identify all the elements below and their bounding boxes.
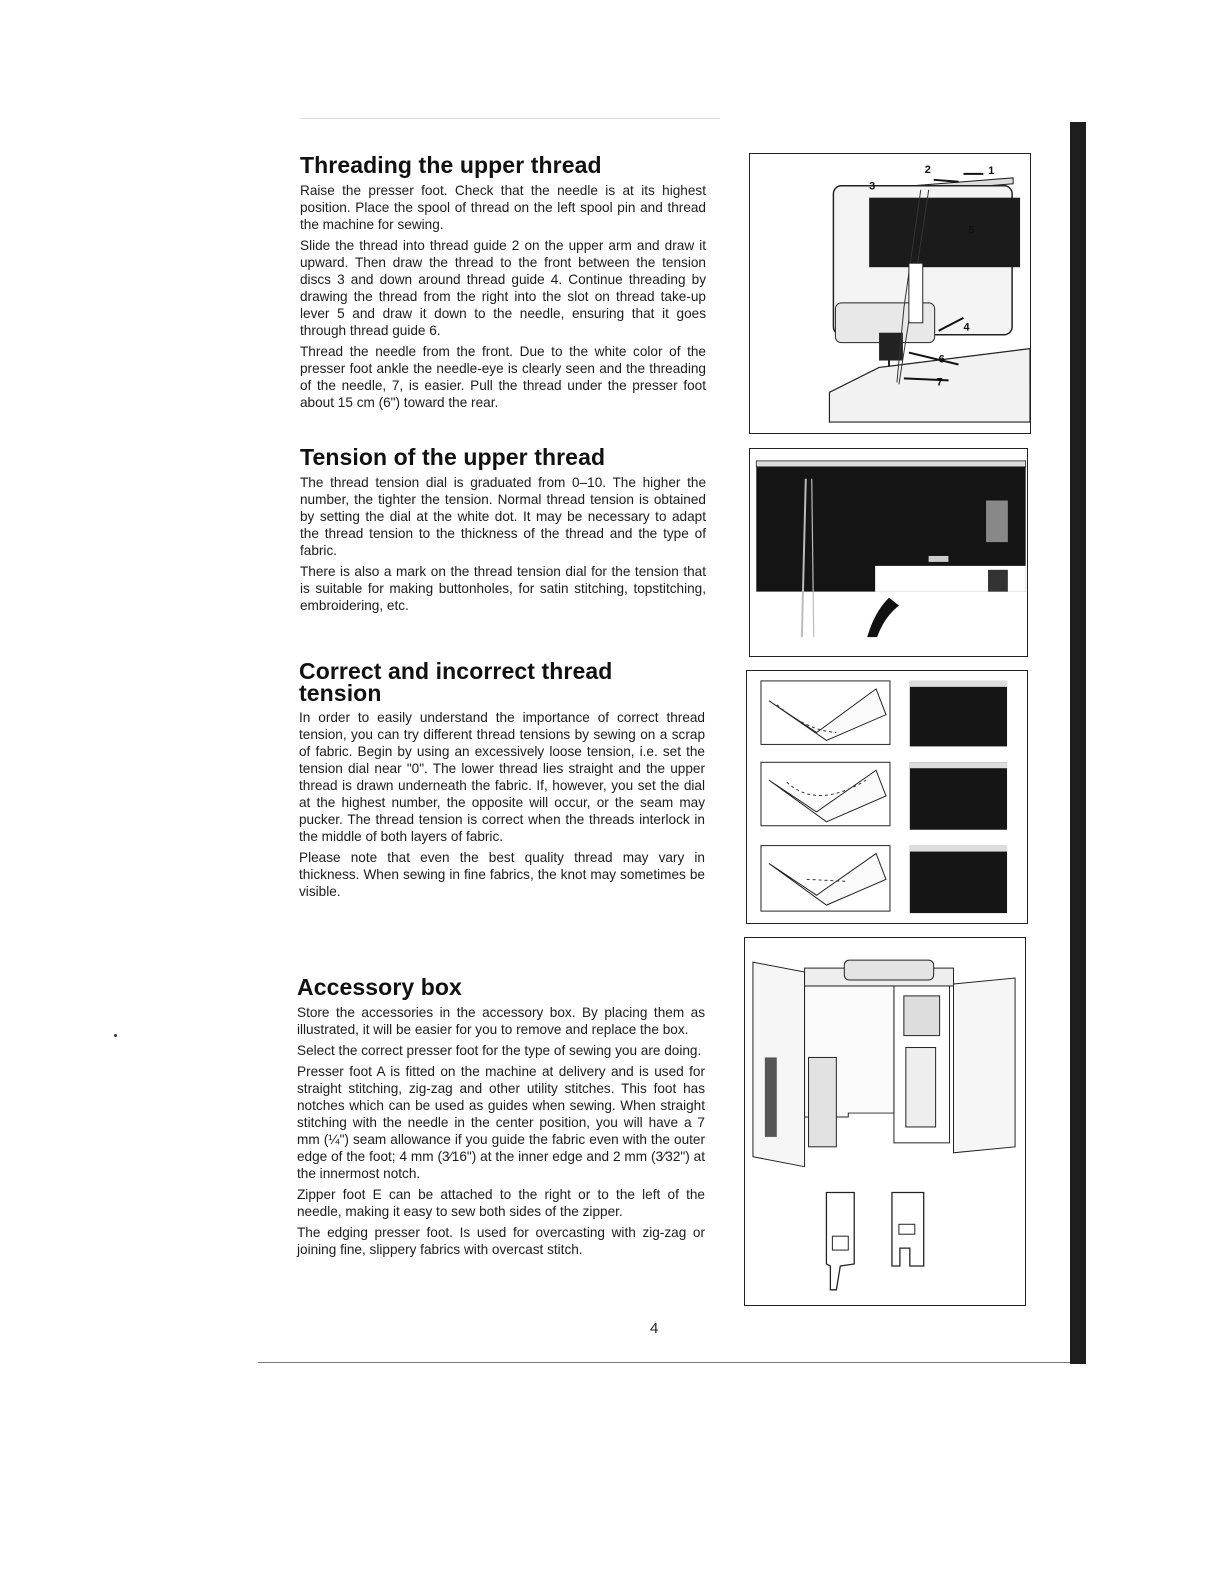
binding-edge — [1070, 122, 1086, 1364]
zipper-foot-e — [892, 1192, 924, 1265]
paragraph: Thread the needle from the front. Due to the white color of the presser foot ankle the needle-eye is clearly seen and the threading of the needle, 7, is easier. Pull the thread under the presser foot about 15 cm (6") toward the rear. — [300, 344, 706, 410]
paragraph: The thread tension dial is graduated from 0–10. The higher the number, the tighter the tension. Normal thread tension is obtained by setting the dial at the white dot. It may be necessary to adapt the thread tension to the thickness of the thread and the type of fabric. — [300, 475, 706, 558]
top-rule — [300, 118, 720, 119]
tension-dial-illustration — [750, 449, 1027, 656]
paragraph: In order to easily understand the importance of correct thread tension, you can try different thread tensions by sewing on a scrap of fabric. Begin by using an excessively loose tension, i.e. set the tension dial near "0". The lower thread lies straight and the upper thread is drawn underneath the fabric. If, however, you set the dial at the highest number, the opposite will occur, or the seam may pucker. The thread tension is correct when the threads interlock in the middle of both layers of fabric. — [299, 710, 705, 844]
correct-tension-sample — [761, 846, 1007, 913]
section-title: Tension of the upper thread — [300, 444, 606, 470]
page-number: 4 — [650, 1320, 659, 1337]
accessory-box-illustration — [745, 938, 1025, 1305]
scan-speck — [114, 1034, 117, 1037]
figure-accessory-box — [744, 937, 1026, 1306]
paragraph: The edging presser foot. Is used for overcasting with zig-zag or joining fine, slippery fabrics with overcast stitch. — [297, 1225, 705, 1257]
figure-threading — [749, 153, 1031, 434]
section-correct-tension — [299, 660, 705, 900]
paragraph: Raise the presser foot. Check that the needle is at its highest position. Place the spool of thread on the left spool pin and thread the machine for sewing. — [300, 183, 706, 232]
section-title: Correct and incorrect thread tension — [299, 658, 613, 706]
bottom-rule — [258, 1362, 1070, 1363]
section-threading — [300, 154, 706, 411]
paragraph: Slide the thread into thread guide 2 on the upper arm and draw it upward. Then draw the thread to the front between the tension discs 3 and down around thread guide 4. Continue threading by drawing the thread from the right into the slot on thread take-up lever 5 and draw it down to the needle, ensuring that it goes through thread guide 6. — [300, 238, 706, 338]
paragraph: Zipper foot E can be attached to the right or to the left of the needle, making it easy to sew both sides of the zipper. — [297, 1187, 705, 1219]
label-2: 2 — [924, 163, 931, 176]
section-accessory-box — [297, 976, 705, 1258]
paragraph: Presser foot A is fitted on the machine at delivery and is used for straight stitching, zig-zag and other utility stitches. This foot has notches which can be used as guides when sewing. When straight stitching with the needle in the center position, you will have a 7 mm (¼") seam allowance if you guide the fabric even with the outer edge of the foot; 4 mm (3⁄16") at the inner edge and 2 mm (3⁄32") at the innermost notch. — [297, 1064, 705, 1181]
label-6: 6 — [938, 353, 945, 366]
label-4: 4 — [963, 321, 970, 334]
label-3: 3 — [869, 180, 876, 193]
paragraph: There is also a mark on the thread tension dial for the tension that is suitable for making buttonholes, for satin stitching, topstitching, embroidering, etc. — [300, 564, 706, 613]
figure-tension-comparison — [746, 670, 1028, 924]
label-5: 5 — [968, 224, 975, 237]
paragraph: Please note that even the best quality thread may vary in thickness. When sewing in fine fabrics, the knot may sometimes be visible. — [299, 850, 705, 899]
section-title: Accessory box — [297, 974, 462, 1000]
section-title: Threading the upper thread — [300, 152, 602, 178]
section-tension — [300, 446, 706, 614]
tension-comparison-illustration — [747, 671, 1027, 923]
paragraph: Select the correct presser foot for the type of sewing you are doing. — [297, 1043, 702, 1058]
threading-illustration — [750, 154, 1030, 433]
presser-foot-a — [826, 1192, 854, 1289]
label-7: 7 — [936, 376, 943, 389]
paragraph: Store the accessories in the accessory box. By placing them as illustrated, it will be easier for you to remove and replace the box. — [297, 1005, 705, 1037]
figure-tension-dial — [749, 448, 1028, 657]
label-1: 1 — [988, 164, 995, 177]
tight-tension-sample — [761, 762, 1007, 829]
loose-tension-sample — [761, 681, 1007, 746]
